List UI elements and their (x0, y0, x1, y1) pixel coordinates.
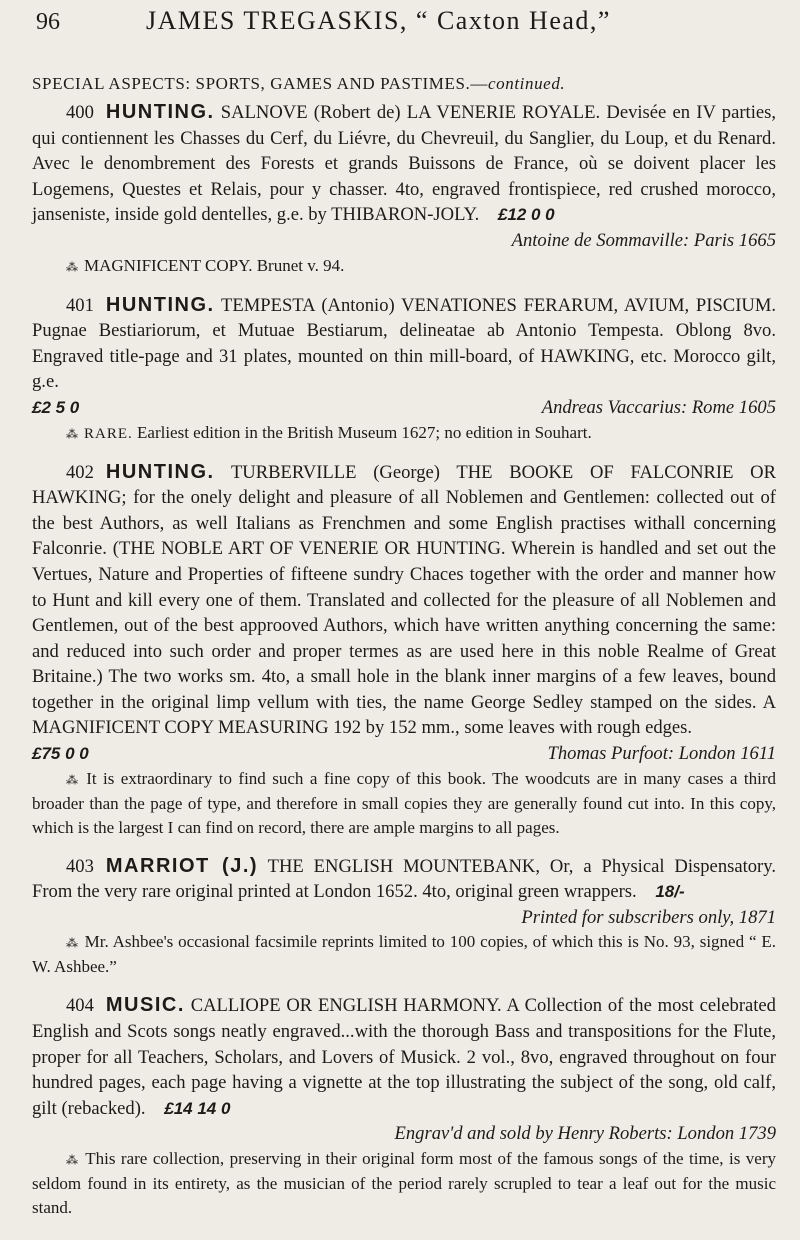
section-heading (32, 74, 776, 94)
entry-note: ⁂ This rare collection, preserving in their original form most of the famous songs of the time, is very seldom found in its entirety, as the musician of the period rarely scrupled to tear a leaf out for the music stand. (32, 1149, 776, 1217)
entry-price: £14 14 0 (164, 1098, 231, 1118)
entry-note: ⁂ MAGNIFICENT COPY. Brunet v. 94. (66, 255, 345, 275)
catalogue-entry-402 (32, 460, 776, 840)
catalogue-entry-403 (32, 854, 776, 980)
running-head (32, 6, 776, 68)
entry-heading: HUNTING. (105, 101, 215, 123)
entry-note: ⁂ It is extraordinary to find such a fine copy of this book. The woodcuts are in many cases a third broader than the page of type, and therefore in small copies they are generally found cut into. In this copy, which is the largest I can find on record, there are ample margins to all pages. (32, 768, 776, 837)
asterism-icon: ⁂ (66, 772, 81, 787)
entry-price-imprint-line (32, 395, 776, 421)
entry-price: £2 5 0 (32, 397, 80, 417)
asterism-icon: ⁂ (66, 426, 78, 441)
entry-imprint-line (32, 228, 776, 254)
entry-body (32, 100, 776, 228)
entry-body (32, 293, 776, 395)
entry-price-imprint-line (32, 741, 776, 767)
entry-heading: HUNTING. (105, 460, 215, 483)
entry-body (32, 460, 776, 742)
entry-body (32, 854, 776, 928)
entry-description: TURBERVILLE (George) THE BOOKE OF FALCONRIE OR HAWKING; for the onely delight and pleasure of all Noblemen and Gentlemen: collected out of the best Authors, as well Italians as Frenchmen and some English practises withall concerning Falconrie. (THE NOBLE ART OF VENERIE OR HUNTING. Wherein is handled and set out the Vertues, Nature and Properties of fifteene sundry Chaces together with the order and manner how to Hunt and kill every one of them. Translated and collected for the pleasure of all Noblemen and Gentlemen, out of the best approoved Authors, which have written anything concerning the same: and reduced into such order and proper termes as are used here in this noble Realme of Great Britaine.) The two works sm. 4to, a small hole in the blank inner margins of a few leaves, bound together in the original limp vellum with ties, the name George Sedley stamped on the sides. A MAGNIFICENT COPY MEASURING 192 by 152 mm., some leaves with rough edges. (32, 461, 776, 739)
entry-description: SALNOVE (Robert de) LA VENERIE ROYALE. Devisée en IV parties, qui contiennent les Chasses du Cerf, du Liévre, du Chevreuil, du Sanglier, du Loup, et du Renard. Avec le denombrement des Forests et grands Buissons de France, où se doivent placer les Logemens, Questes et Relais, pour y chasser. 4to, engraved frontispiece, red crushed morocco, janseniste, inside gold dentelles, g.e. by THIBARON-JOLY. (32, 102, 776, 226)
asterism-icon: ⁂ (66, 1153, 80, 1167)
section-label: SPECIAL ASPECTS: SPORTS, GAMES AND PASTIMES.— (32, 74, 488, 93)
entry-imprint: Printed for subscribers only, 1871 (521, 906, 776, 928)
entry-imprint-line (32, 1121, 776, 1147)
entry-price: 18/- (655, 882, 685, 902)
asterism-icon: ⁂ (66, 936, 79, 951)
entry-description: THE ENGLISH MOUNTEBANK, Or, a Physical Dispensatory. From the very rare original printed at London 1652. 4to, original green wrappers. (32, 855, 776, 903)
rare-label: RARE. (84, 425, 133, 442)
catalogue-entry-400 (32, 100, 776, 279)
entry-imprint: Andreas Vaccarius: Rome 1605 (541, 396, 776, 418)
entry-heading: HUNTING. (105, 293, 215, 316)
entry-heading: MUSIC. (105, 994, 185, 1017)
entry-imprint: Thomas Purfoot: London 1611 (547, 743, 776, 765)
entry-price: £75 0 0 (32, 744, 89, 764)
entry-number: 404 (66, 995, 94, 1017)
entry-heading: MARRIOT (J.) (105, 854, 259, 877)
running-title: JAMES TREGASKIS, “ Caxton Head,” (146, 6, 611, 35)
entry-note: ⁂ Mr. Ashbee's occasional facsimile reprints limited to 100 copies, of which this is No. 93, signed “ E. W. Ashbee.” (32, 932, 776, 977)
entry-imprint: Antoine de Sommaville: Paris 1665 (511, 229, 776, 251)
entry-body (32, 993, 776, 1121)
entry-number: 401 (66, 294, 94, 316)
entry-number: 400 (66, 102, 94, 123)
entry-imprint: Engrav'd and sold by Henry Roberts: London 1739 (394, 1123, 776, 1145)
page-number: 96 (36, 9, 60, 35)
entry-number: 402 (66, 461, 94, 483)
section-continued: continued. (487, 74, 566, 93)
catalogue-entry-404 (32, 993, 776, 1220)
entry-note: ⁂ RARE. Earliest edition in the British Museum 1627; no edition in Souhart. (66, 422, 592, 442)
entry-description: CALLIOPE OR ENGLISH HARMONY. A Collection of the most celebrated English and Scots songs neatly engraved...with the thorough Bass and transpositions for the Flute, proper for all Teachers, Scholars, and Lovers of Musick. 2 vol., 8vo, engraved throughout on four hundred pages, each page having a vignette at the top illustrating the subject of the song, old calf, gilt (rebacked). (32, 995, 776, 1119)
entry-number: 403 (66, 855, 94, 877)
asterism-icon: ⁂ (66, 259, 78, 274)
entry-price: £12 0 0 (497, 205, 555, 225)
catalogue-entry-401 (32, 293, 776, 446)
entry-description: TEMPESTA (Antonio) VENATIONES FERARUM, AVIUM, PISCIUM. Pugnae Bestiariorum, et Mutuae Bestiarum, delineatae ab Antonio Tempesta. Oblong 8vo. Engraved title-page and 31 plates, mounted on thin mill-board, of HAWKING, etc. Morocco gilt, g.e. (32, 294, 777, 393)
